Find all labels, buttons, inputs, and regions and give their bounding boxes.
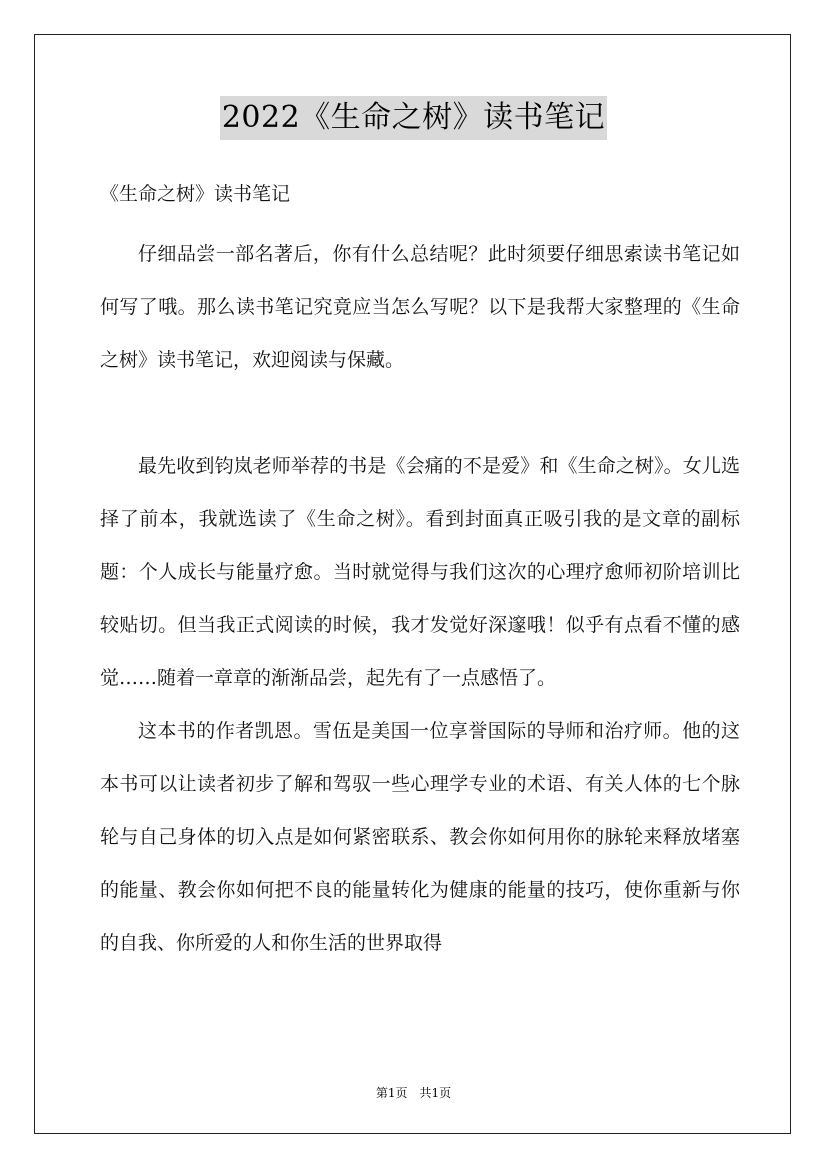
- document-title: 2022《生命之树》读书笔记: [220, 96, 607, 140]
- page-number-footer: 第1页 共1页: [375, 1086, 452, 1100]
- paragraph-first-reading: 最先收到钧岚老师举荐的书是《会痛的不是爱》和《生命之树》。女儿选择了前本，我就选读了《生命之树》。看到封面真正吸引我的是文章的副标题：个人成长与能量疗愈。当时就觉得与我们这次的心理疗愈师初阶培训比较贴切。但当我正式阅读的时候，我才发觉好深邃哦！似乎有点看不懂的感觉……随着一章章的渐渐品尝，起先有了一点感悟了。: [100, 455, 740, 689]
- paragraph-intro: 仔细品尝一部名著后，你有什么总结呢？此时须要仔细思索读书笔记如何写了哦。那么读书笔记究竟应当怎么写呢？以下是我帮大家整理的《生命之树》读书笔记，欢迎阅读与保藏。: [100, 243, 740, 371]
- paragraph-author: 这本书的作者凯恩。雪伍是美国一位享誉国际的导师和治疗师。他的这本书可以让读者初步了解和驾驭一些心理学专业的术语、有关人体的七个脉轮与自己身体的切入点是如何紧密联系、教会你如何用你的脉轮来释放堵塞的能量、教会你如何把不良的能量转化为健康的能量的技巧，使你重新与你的自我、你所爱的人和你生活的世界取得: [100, 720, 740, 954]
- document-body: [100, 176, 740, 970]
- document-subtitle: 《生命之树》读书笔记: [100, 183, 291, 205]
- title-container: [0, 96, 827, 140]
